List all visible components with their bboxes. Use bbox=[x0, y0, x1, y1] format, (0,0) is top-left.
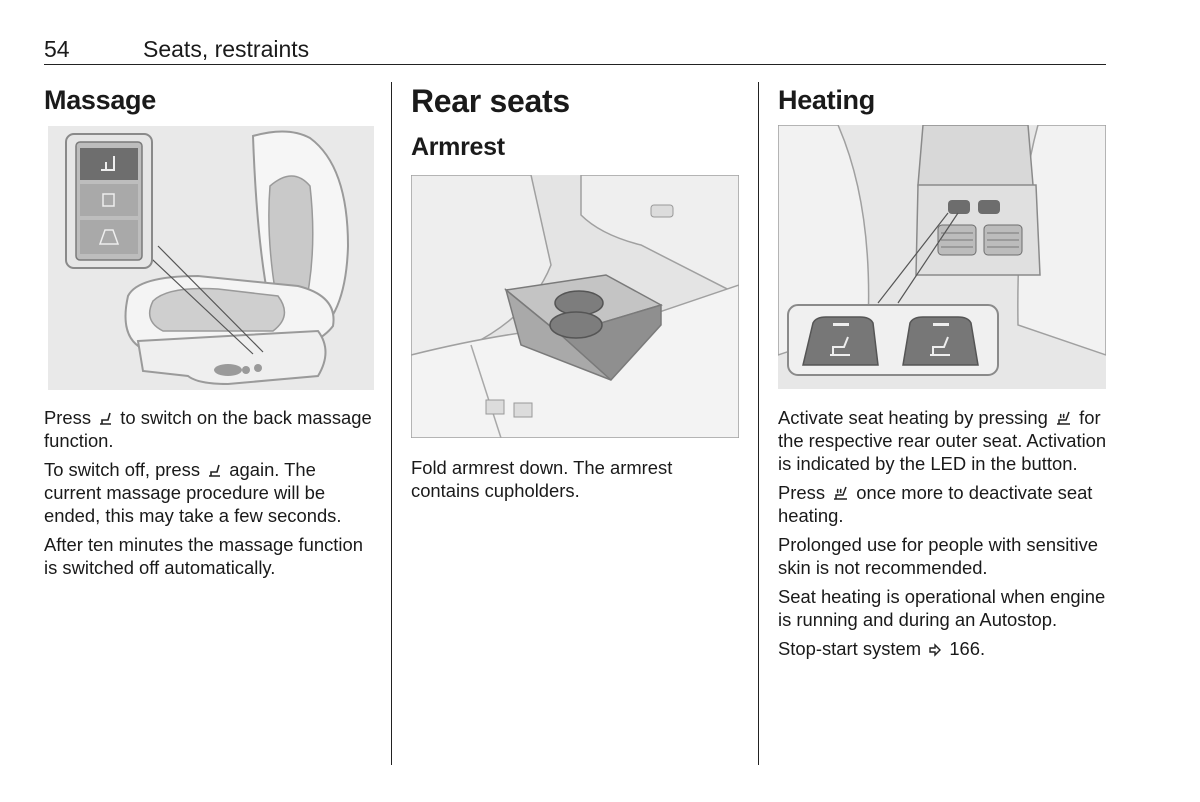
seat-heating-icon bbox=[1055, 410, 1072, 426]
rear-seats-heading: Rear seats bbox=[411, 83, 570, 119]
heating-text bbox=[778, 406, 1108, 660]
armrest-illustration bbox=[411, 175, 739, 438]
armrest-paragraph-1: Fold armrest down. The armrest contains cupholders. bbox=[411, 457, 673, 501]
massage-paragraph-2 bbox=[44, 458, 374, 527]
massage-seat-icon bbox=[98, 411, 113, 426]
text-run: for the respective rear outer seat. Activation is indicated by the LED in the button. bbox=[778, 407, 1107, 474]
heating-heading: Heating bbox=[778, 85, 875, 115]
page-number: 54 bbox=[44, 36, 70, 62]
massage-text bbox=[44, 406, 374, 579]
heating-paragraph-3: Prolonged use for people with sensitive skin is not recommended. bbox=[778, 534, 1098, 578]
running-title: Seats, restraints bbox=[143, 36, 310, 62]
heating-paragraph-4: Seat heating is operational when engine is running and during an Autostop. bbox=[778, 586, 1106, 630]
column-divider-1 bbox=[391, 82, 392, 765]
text-run: Press bbox=[778, 482, 826, 503]
armrest-text bbox=[411, 456, 741, 502]
text-run: again. The current massage procedure will be ended, this may take a few seconds. bbox=[44, 459, 342, 526]
seat-drawing bbox=[48, 126, 374, 390]
heating-paragraph-5[interactable] bbox=[778, 637, 1108, 660]
massage-seat-illustration bbox=[48, 126, 374, 390]
text-run: Activate seat heating by pressing bbox=[778, 407, 1048, 428]
page-header bbox=[44, 34, 1106, 65]
seat-heating-icon bbox=[832, 485, 849, 501]
massage-seat-icon bbox=[207, 463, 222, 478]
text-run: To switch off, press bbox=[44, 459, 201, 480]
armrest-drawing bbox=[411, 175, 739, 438]
massage-paragraph-1 bbox=[44, 406, 374, 452]
page-reference-arrow-icon bbox=[928, 643, 942, 657]
heating-paragraph-1 bbox=[778, 406, 1108, 475]
heating-paragraph-2 bbox=[778, 481, 1108, 527]
armrest-heading: Armrest bbox=[411, 133, 505, 161]
text-run: Press bbox=[44, 407, 92, 428]
text-run: to switch on the back massage function. bbox=[44, 407, 372, 451]
massage-heading: Massage bbox=[44, 85, 156, 115]
text-run: once more to deactivate seat heating. bbox=[778, 482, 1093, 526]
page-reference-number[interactable]: 166. bbox=[949, 638, 986, 659]
massage-paragraph-3: After ten minutes the massage function is switched off automatically. bbox=[44, 534, 363, 578]
text-run: Stop-start system bbox=[778, 638, 922, 659]
seat-heating-illustration bbox=[778, 125, 1106, 389]
column-divider-2 bbox=[758, 82, 759, 765]
heating-drawing bbox=[778, 125, 1106, 389]
